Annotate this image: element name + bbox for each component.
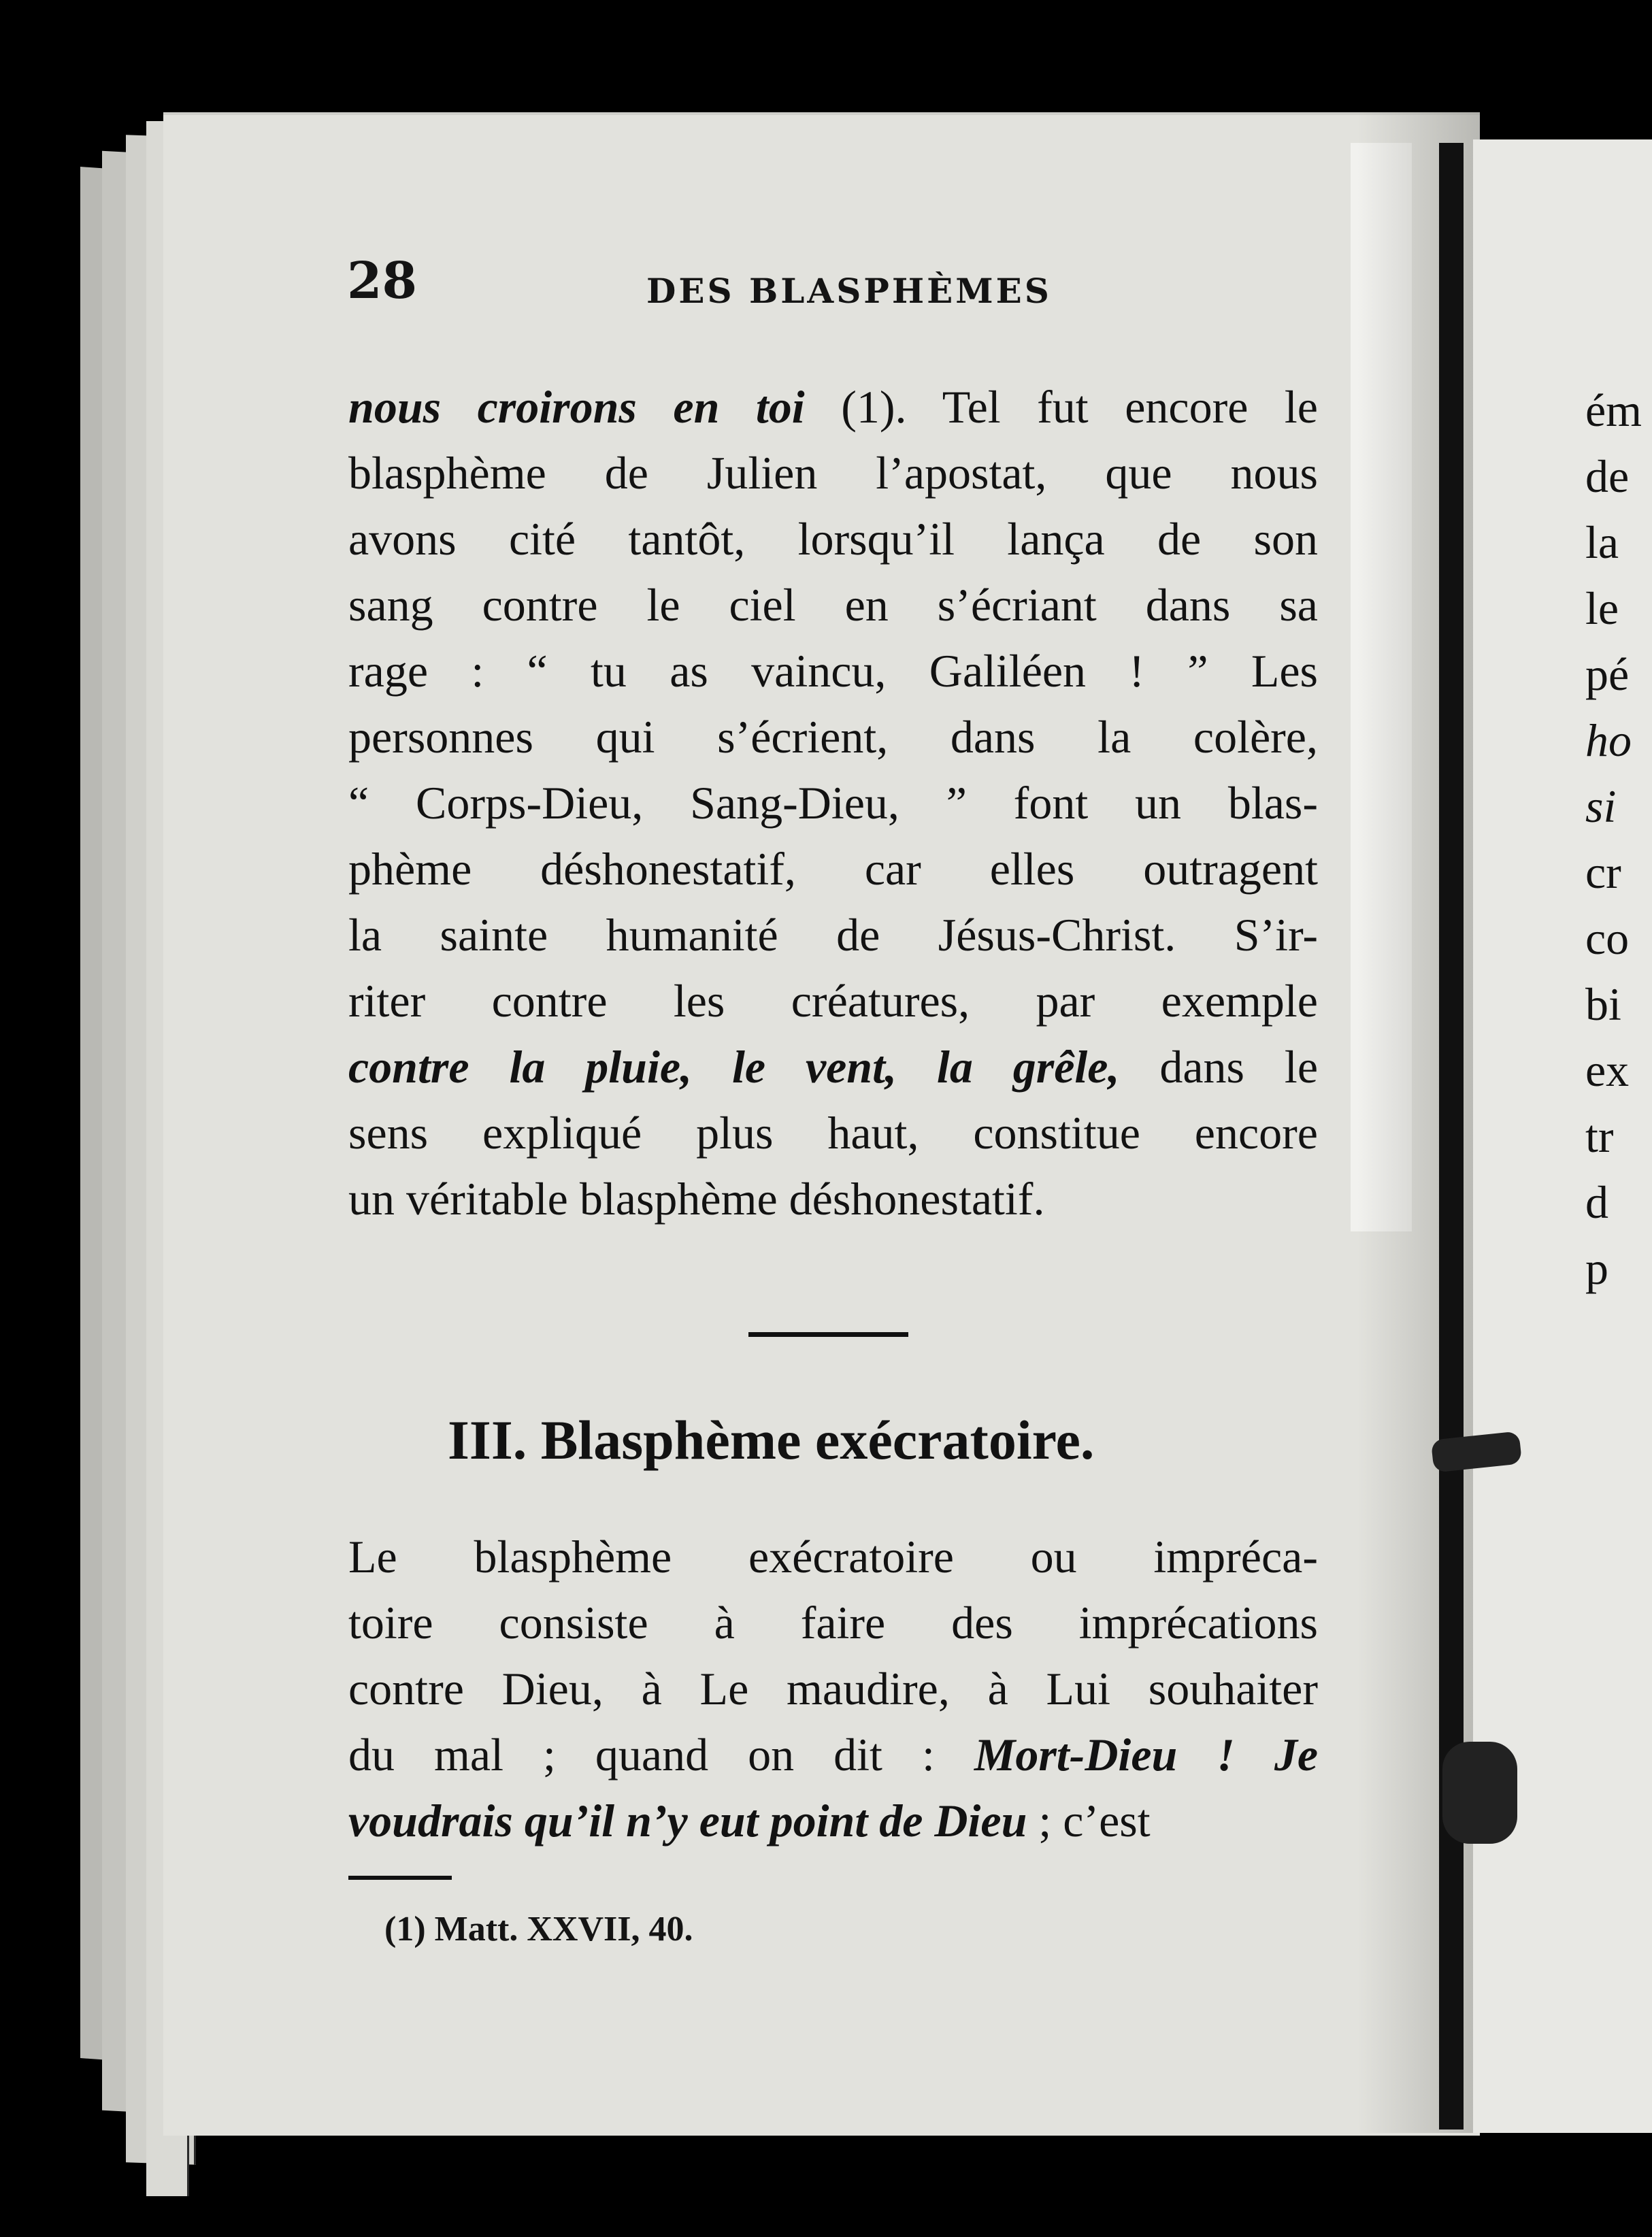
text-segment: phème déshonestatif, car elles outragent	[348, 843, 1318, 895]
section-heading: III. Blasphème exécratoire.	[448, 1409, 1095, 1471]
right-page-fragment: ho	[1585, 714, 1632, 766]
text-segment: dans le	[1119, 1041, 1318, 1093]
running-head: DES BLASPHÈMES	[646, 271, 1052, 311]
right-page-fragment: p	[1585, 1242, 1608, 1294]
italic-segment: contre la pluie, le vent, la grêle,	[348, 1041, 1120, 1093]
text-segment: du mal ; quand on dit :	[348, 1729, 974, 1780]
right-page-fragment: la	[1585, 516, 1619, 568]
paragraph-2	[348, 1524, 1318, 1854]
right-page-fragment: ex	[1585, 1044, 1630, 1096]
text-segment: toire consiste à faire des imprécations	[348, 1597, 1318, 1648]
right-page-text	[1585, 378, 1642, 1302]
text-segment: la sainte humanité de Jésus-Christ. S’ir-	[348, 909, 1318, 961]
text-line	[348, 1100, 1318, 1166]
text-line	[348, 1590, 1318, 1656]
text-segment: personnes qui s’écrient, dans la colère,	[348, 711, 1318, 763]
page-number: 28	[347, 252, 417, 310]
text-segment: sang contre le ciel en s’écriant dans sa	[348, 579, 1318, 631]
right-page-fragment: tr	[1585, 1110, 1614, 1162]
text-segment: ; c’est	[1027, 1795, 1151, 1846]
text-line	[348, 440, 1318, 506]
text-segment: “ Corps-Dieu, Sang-Dieu, ” font un blas-	[348, 777, 1318, 829]
right-page-fragment: co	[1585, 912, 1630, 964]
text-segment: un véritable blasphème déshonestatif.	[348, 1173, 1045, 1225]
binding-thread	[1442, 1742, 1517, 1844]
text-line	[348, 1524, 1318, 1590]
text-segment: (1). Tel fut encore le	[804, 381, 1318, 433]
italic-segment: voudrais qu’il n’y eut point de Dieu	[348, 1795, 1027, 1846]
footnote-rule	[348, 1876, 452, 1880]
right-page-fragment: de	[1585, 450, 1630, 502]
text-segment: avons cité tantôt, lorsqu’il lança de son	[348, 513, 1318, 565]
text-line	[348, 770, 1318, 836]
text-line	[348, 968, 1318, 1034]
text-line	[348, 638, 1318, 704]
text-segment: riter contre les créatures, par exemple	[348, 975, 1318, 1027]
text-segment: sens expliqué plus haut, constitue encore	[348, 1107, 1318, 1159]
footnote: (1) Matt. XXVII, 40.	[384, 1910, 693, 1949]
right-page-fragment: ém	[1585, 384, 1642, 436]
right-page-fragment: bi	[1585, 978, 1621, 1030]
text-line	[348, 1034, 1318, 1100]
text-line	[348, 902, 1318, 968]
right-page-fragment: si	[1585, 780, 1617, 832]
italic-segment: nous croirons en toi	[348, 381, 805, 433]
text-segment: blasphème de Julien l’apostat, que nous	[348, 447, 1318, 499]
right-page-fragment: le	[1585, 582, 1619, 634]
text-line	[348, 1166, 1318, 1232]
paragraph-1	[348, 374, 1318, 1232]
text-segment: Le blasphème exécratoire ou impréca-	[348, 1531, 1318, 1583]
text-line	[348, 572, 1318, 638]
text-line	[348, 704, 1318, 770]
text-line	[348, 506, 1318, 572]
text-line	[348, 836, 1318, 902]
section-divider	[748, 1332, 908, 1337]
text-line	[348, 1722, 1318, 1788]
right-page-fragment: d	[1585, 1176, 1608, 1228]
text-line	[348, 374, 1318, 440]
text-line	[348, 1656, 1318, 1722]
text-segment: rage : “ tu as vaincu, Galiléen ! ” Les	[348, 645, 1318, 697]
right-page-fragment: pé	[1585, 648, 1630, 700]
text-line	[348, 1788, 1318, 1854]
text-segment: contre Dieu, à Le maudire, à Lui souhaiter	[348, 1663, 1318, 1714]
italic-segment: Mort-Dieu ! Je	[974, 1729, 1319, 1780]
right-page-fragment: cr	[1585, 846, 1621, 898]
